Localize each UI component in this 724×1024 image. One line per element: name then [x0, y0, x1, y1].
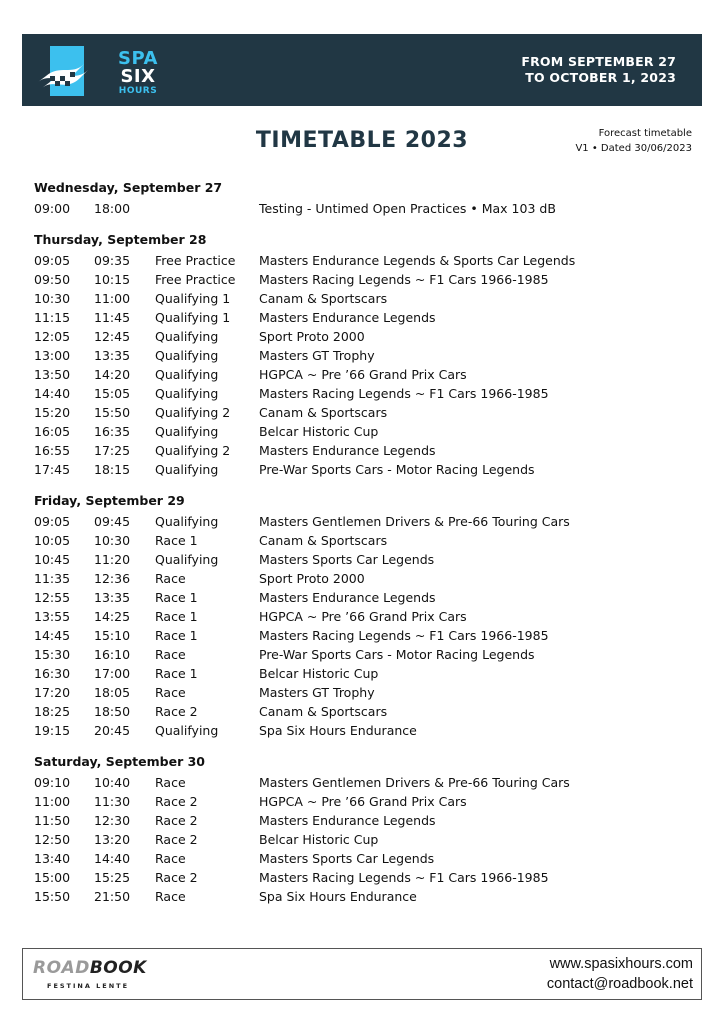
end-time: 14:40	[94, 851, 131, 866]
event-name: Canam & Sportscars	[259, 291, 388, 306]
end-time: 12:30	[94, 813, 131, 828]
table-row	[34, 365, 694, 384]
event-name: Belcar Historic Cup	[259, 832, 379, 847]
table-row	[34, 569, 694, 588]
event-dates	[521, 54, 676, 86]
end-time: 10:30	[94, 533, 131, 548]
table-row	[34, 588, 694, 607]
session-type: Race 2	[155, 794, 198, 809]
event-name: Belcar Historic Cup	[259, 666, 379, 681]
day-section	[34, 178, 694, 218]
table-row	[34, 422, 694, 441]
session-type: Qualifying	[155, 348, 219, 363]
event-name: Masters Racing Legends ~ F1 Cars 1966-1985	[259, 870, 549, 885]
session-type: Qualifying 2	[155, 405, 231, 420]
end-time: 13:35	[94, 348, 131, 363]
table-row	[34, 887, 694, 906]
end-time: 12:45	[94, 329, 131, 344]
end-time: 14:20	[94, 367, 131, 382]
end-time: 15:25	[94, 870, 131, 885]
session-type: Qualifying	[155, 552, 219, 567]
table-row	[34, 460, 694, 479]
start-time: 14:40	[34, 386, 71, 401]
start-time: 13:50	[34, 367, 71, 382]
session-type: Race	[155, 889, 186, 904]
start-time: 11:00	[34, 794, 71, 809]
session-type: Race 1	[155, 590, 198, 605]
session-type: Race 2	[155, 813, 198, 828]
session-type: Race 2	[155, 870, 198, 885]
end-time: 09:45	[94, 514, 131, 529]
event-name: Masters Endurance Legends	[259, 590, 436, 605]
event-name: HGPCA ~ Pre ’66 Grand Prix Cars	[259, 609, 467, 624]
event-name: Masters GT Trophy	[259, 685, 375, 700]
table-row	[34, 849, 694, 868]
table-row	[34, 626, 694, 645]
event-name: Masters Racing Legends ~ F1 Cars 1966-1985	[259, 628, 549, 643]
table-row	[34, 550, 694, 569]
event-name: Canam & Sportscars	[259, 405, 388, 420]
end-time: 16:35	[94, 424, 131, 439]
dates-line2: TO OCTOBER 1, 2023	[525, 70, 676, 85]
session-type: Qualifying 1	[155, 310, 231, 325]
checkered-flag-icon	[36, 42, 100, 100]
event-name: HGPCA ~ Pre ’66 Grand Prix Cars	[259, 794, 467, 809]
table-row	[34, 403, 694, 422]
session-type: Race	[155, 685, 186, 700]
session-type: Race	[155, 851, 186, 866]
logo-line1: SPA	[118, 48, 158, 69]
session-type: Qualifying 2	[155, 443, 231, 458]
event-name: Pre-War Sports Cars - Motor Racing Legends	[259, 462, 535, 477]
session-type: Race 1	[155, 666, 198, 681]
end-time: 11:45	[94, 310, 131, 325]
event-name: Masters Sports Car Legends	[259, 851, 435, 866]
event-name: Masters Endurance Legends	[259, 310, 436, 325]
event-name: Masters Endurance Legends	[259, 443, 436, 458]
logo-line2: SIX	[120, 66, 156, 87]
session-type: Qualifying	[155, 386, 219, 401]
forecast-line1: Forecast timetable	[598, 128, 692, 139]
session-type: Race	[155, 571, 186, 586]
start-time: 11:35	[34, 571, 71, 586]
table-row	[34, 830, 694, 849]
event-name: Masters Gentlemen Drivers & Pre-66 Touring Cars	[259, 775, 570, 790]
table-row	[34, 384, 694, 403]
end-time: 11:00	[94, 291, 131, 306]
session-type: Race	[155, 647, 186, 662]
end-time: 21:50	[94, 889, 131, 904]
dates-line1: FROM SEPTEMBER 27	[521, 54, 676, 69]
event-name: Masters GT Trophy	[259, 348, 375, 363]
end-time: 16:10	[94, 647, 131, 662]
start-time: 13:40	[34, 851, 71, 866]
table-row	[34, 308, 694, 327]
start-time: 09:05	[34, 253, 71, 268]
session-type	[155, 199, 259, 218]
start-time: 16:55	[34, 443, 71, 458]
start-time: 09:50	[34, 272, 71, 287]
event-name: Masters Sports Car Legends	[259, 552, 435, 567]
end-time: 17:25	[94, 443, 131, 458]
table-row	[34, 664, 694, 683]
event-name: Masters Racing Legends ~ F1 Cars 1966-1985	[259, 386, 549, 401]
event-name: Masters Endurance Legends & Sports Car Legends	[259, 253, 576, 268]
table-row	[34, 811, 694, 830]
session-type: Qualifying 1	[155, 291, 231, 306]
end-time: 13:35	[94, 590, 131, 605]
start-time: 15:20	[34, 405, 71, 420]
table-row	[34, 512, 694, 531]
end-time: 18:05	[94, 685, 131, 700]
start-time: 09:10	[34, 775, 71, 790]
forecast-note	[575, 126, 692, 156]
header-banner	[22, 34, 702, 106]
brand-part1: ROAD	[33, 958, 90, 978]
session-type: Qualifying	[155, 424, 219, 439]
day-section	[34, 230, 694, 479]
event-name: Sport Proto 2000	[259, 571, 365, 586]
end-time: 18:00	[94, 201, 131, 216]
event-name: Canam & Sportscars	[259, 704, 388, 719]
table-row	[34, 645, 694, 664]
day-section	[34, 752, 694, 906]
day-title: Wednesday, September 27	[34, 180, 223, 195]
table-row	[34, 721, 694, 740]
start-time: 18:25	[34, 704, 71, 719]
end-time: 11:30	[94, 794, 131, 809]
session-type: Race	[155, 775, 186, 790]
tagline: FESTINA LENTE	[47, 982, 130, 990]
table-row	[34, 270, 694, 289]
start-time: 16:05	[34, 424, 71, 439]
session-type: Race 2	[155, 832, 198, 847]
table-row	[34, 251, 694, 270]
table-row	[34, 607, 694, 626]
table-row	[34, 702, 694, 721]
end-time: 20:45	[94, 723, 131, 738]
website-link[interactable]: www.spasixhours.com	[549, 956, 693, 972]
start-time: 16:30	[34, 666, 71, 681]
end-time: 15:10	[94, 628, 131, 643]
event-name: Spa Six Hours Endurance	[259, 889, 417, 904]
email-link[interactable]: contact@roadbook.net	[546, 976, 693, 992]
start-time: 13:00	[34, 348, 71, 363]
spa-six-hours-logo[interactable]	[36, 42, 166, 100]
session-type: Qualifying	[155, 462, 219, 477]
start-time: 14:45	[34, 628, 71, 643]
session-type: Free Practice	[155, 253, 236, 268]
end-time: 15:05	[94, 386, 131, 401]
session-type: Qualifying	[155, 329, 219, 344]
end-time: 17:00	[94, 666, 131, 681]
event-name: Belcar Historic Cup	[259, 424, 379, 439]
start-time: 12:50	[34, 832, 71, 847]
start-time: 15:50	[34, 889, 71, 904]
table-row	[34, 531, 694, 550]
table-row	[34, 868, 694, 887]
table-row	[34, 683, 694, 702]
session-type: Qualifying	[155, 723, 219, 738]
roadbook-logo[interactable]	[33, 958, 147, 978]
start-time: 09:05	[34, 514, 71, 529]
end-time: 11:20	[94, 552, 131, 567]
event-name: Sport Proto 2000	[259, 329, 365, 344]
page-title: TIMETABLE 2023	[255, 128, 469, 153]
brand-part2: BOOK	[89, 958, 147, 978]
session-type: Free Practice	[155, 272, 236, 287]
end-time: 14:25	[94, 609, 131, 624]
start-time: 13:55	[34, 609, 71, 624]
table-row	[34, 199, 694, 218]
end-time: 18:15	[94, 462, 131, 477]
event-name: Masters Gentlemen Drivers & Pre-66 Touring Cars	[259, 514, 570, 529]
event-name: Spa Six Hours Endurance	[259, 723, 417, 738]
day-title: Saturday, September 30	[34, 754, 205, 769]
contact-info	[547, 954, 693, 994]
start-time: 19:15	[34, 723, 71, 738]
day-title: Thursday, September 28	[34, 232, 207, 247]
table-row	[34, 289, 694, 308]
start-time: 10:30	[34, 291, 71, 306]
start-time: 10:05	[34, 533, 71, 548]
footer	[22, 948, 702, 1000]
session-type: Race 1	[155, 533, 198, 548]
start-time: 17:20	[34, 685, 71, 700]
table-row	[34, 441, 694, 460]
end-time: 15:50	[94, 405, 131, 420]
table-row	[34, 773, 694, 792]
start-time: 12:05	[34, 329, 71, 344]
session-type: Race 1	[155, 628, 198, 643]
logo-line3: HOURS	[118, 86, 158, 96]
day-section	[34, 491, 694, 740]
table-row	[34, 792, 694, 811]
day-title: Friday, September 29	[34, 493, 185, 508]
timetable	[34, 178, 694, 918]
end-time: 12:36	[94, 571, 131, 586]
session-type: Qualifying	[155, 367, 219, 382]
start-time: 15:30	[34, 647, 71, 662]
start-time: 11:50	[34, 813, 71, 828]
table-row	[34, 327, 694, 346]
end-time: 09:35	[94, 253, 131, 268]
end-time: 10:40	[94, 775, 131, 790]
event-name: Masters Endurance Legends	[259, 813, 436, 828]
event-name: Canam & Sportscars	[259, 533, 388, 548]
event-name: Pre-War Sports Cars - Motor Racing Legends	[259, 647, 535, 662]
end-time: 10:15	[94, 272, 131, 287]
table-row	[34, 346, 694, 365]
start-time: 11:15	[34, 310, 71, 325]
start-time: 09:00	[34, 201, 71, 216]
session-type: Qualifying	[155, 514, 219, 529]
forecast-line2: V1 • Dated 30/06/2023	[575, 143, 692, 154]
event-name: HGPCA ~ Pre ’66 Grand Prix Cars	[259, 367, 467, 382]
end-time: 13:20	[94, 832, 131, 847]
end-time: 18:50	[94, 704, 131, 719]
event-name: Testing - Untimed Open Practices • Max 103 dB	[259, 201, 556, 216]
start-time: 15:00	[34, 870, 71, 885]
session-type: Race 1	[155, 609, 198, 624]
start-time: 10:45	[34, 552, 71, 567]
session-type: Race 2	[155, 704, 198, 719]
start-time: 12:55	[34, 590, 71, 605]
start-time: 17:45	[34, 462, 71, 477]
event-name: Masters Racing Legends ~ F1 Cars 1966-1985	[259, 272, 549, 287]
